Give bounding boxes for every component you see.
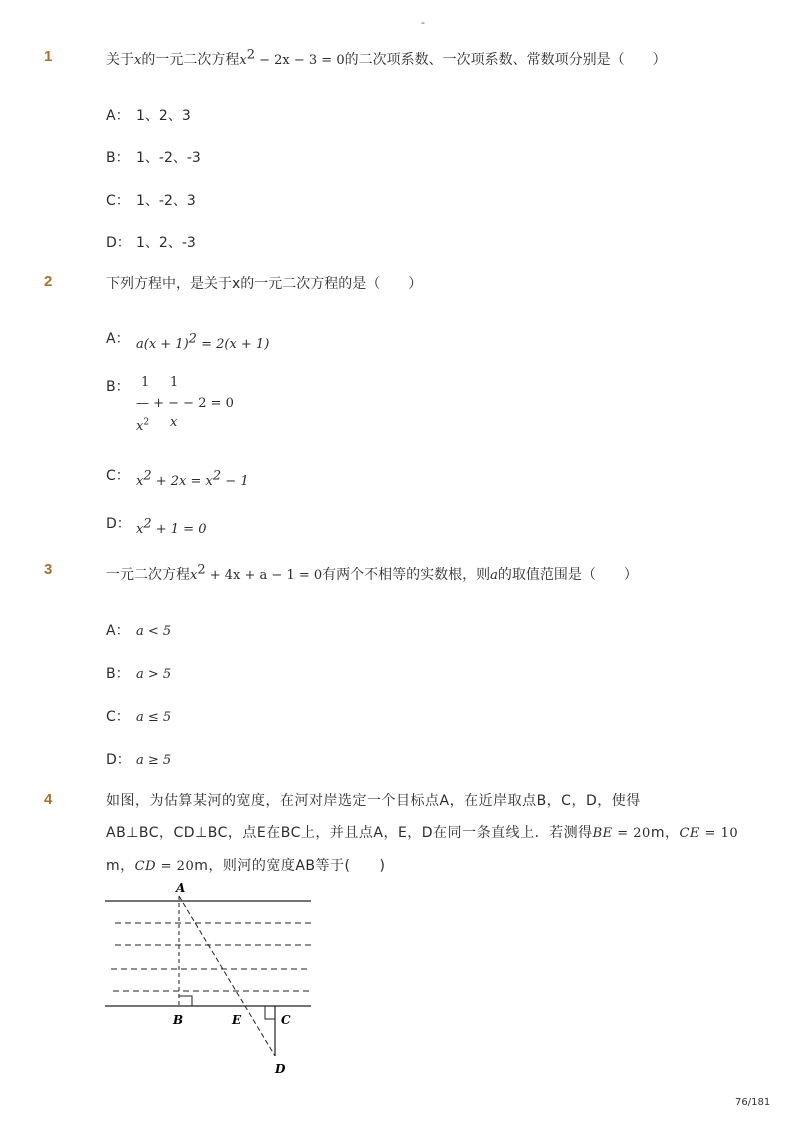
option-text: 1、2、-3 <box>136 235 196 251</box>
q4-math: = 20 <box>612 826 651 841</box>
q3-option-d[interactable] <box>106 749 171 769</box>
q2-option-d[interactable] <box>106 513 207 537</box>
label-e: E <box>232 1013 242 1027</box>
math-part: = 2(x + 1) <box>196 337 270 352</box>
option-text: 1、-2、-3 <box>136 150 201 166</box>
option-label: D： <box>106 752 131 768</box>
option-label: D： <box>106 516 131 532</box>
q3-option-b[interactable] <box>106 663 171 683</box>
option-text: 1、-2、3 <box>136 193 196 209</box>
q3-text-pre: 一元二次方程 <box>106 567 190 583</box>
option-label: B： <box>106 379 130 395</box>
question-2-stem: 下列方程中，是关于x的一元二次方程的是（ ） <box>106 276 423 292</box>
math-exp: 2 <box>143 516 152 532</box>
math-part: + 1 = 0 <box>151 522 207 537</box>
q1-text-post: 的二次项系数、一次项系数、常数项分别是（ ） <box>344 52 667 68</box>
q3-option-c[interactable] <box>106 706 171 726</box>
q4-math: = 20 <box>156 859 195 874</box>
math-exp: 2 <box>143 468 152 484</box>
option-math: a > 5 <box>136 667 172 682</box>
q4-math: CE <box>679 826 700 841</box>
q1-eq-rest: − 2x − 3 = 0 <box>254 53 345 68</box>
question-number-4: 4 <box>44 791 53 808</box>
q3-eq-exp: 2 <box>197 562 206 578</box>
segment-ad <box>179 896 275 1056</box>
option-label: A： <box>106 108 130 124</box>
q1-option-b[interactable] <box>106 147 201 167</box>
q2-option-a[interactable] <box>106 328 270 352</box>
option-math: a ≤ 5 <box>136 710 172 725</box>
q1-eq-base: x <box>239 53 247 68</box>
q1-option-d[interactable] <box>106 232 196 252</box>
q4-text: m， <box>650 825 680 841</box>
option-text: 1、2、3 <box>136 108 191 124</box>
q3-option-a[interactable] <box>106 620 171 640</box>
q2-option-b[interactable] <box>106 376 136 396</box>
math-part: a(x + 1) <box>136 337 189 352</box>
numerator-2: 1 <box>170 375 179 390</box>
river-width-figure <box>95 878 325 1078</box>
denominator-1 <box>136 419 149 434</box>
header-mark: - <box>421 16 425 29</box>
q4-math: BE <box>592 826 613 841</box>
q1-option-c[interactable] <box>106 190 196 210</box>
label-b: B <box>173 1013 184 1027</box>
q4-line-1: 如图，为估算某河的宽度，在河对岸选定一个目标点A，在近岸取点B，C，D，使得 <box>106 793 641 809</box>
label-d: D <box>275 1062 286 1076</box>
numerator-1: 1 <box>141 375 150 390</box>
option-label: A： <box>106 623 130 639</box>
q3-eq-rest: + 4x + a − 1 = 0 <box>205 568 323 583</box>
q4-math: = 10 <box>699 826 739 841</box>
den-base: x <box>136 419 144 434</box>
option-label: C： <box>106 193 130 209</box>
option-label: B： <box>106 666 130 682</box>
option-label: C： <box>106 709 130 725</box>
q4-text: m，则河的宽度AB等于( ) <box>194 858 386 874</box>
option-math <box>136 516 207 537</box>
fraction-main-line: — + − − 2 = 0 <box>136 396 234 411</box>
q4-math: CD <box>134 859 157 874</box>
question-1-stem <box>106 47 667 71</box>
q2-option-c[interactable] <box>106 465 249 489</box>
label-a: A <box>176 881 186 895</box>
math-part: + 2x = x <box>151 474 213 489</box>
math-exp: 2 <box>212 468 222 484</box>
option-label: A： <box>106 331 130 347</box>
option-math <box>136 468 249 489</box>
den-exp: 2 <box>143 417 150 428</box>
option-label: D： <box>106 235 131 251</box>
q3-var: a <box>490 568 498 583</box>
option-math: a < 5 <box>136 624 172 639</box>
q4-text: AB⊥BC，CD⊥BC，点E在BC上，并且点A，E，D在同一条直线上．若测得 <box>106 825 593 841</box>
denominator-2: x <box>170 415 178 430</box>
q3-text-post: 的取值范围是（ ） <box>497 567 638 583</box>
option-math: a ≥ 5 <box>136 753 172 768</box>
math-part: x <box>136 522 144 537</box>
right-angle-b <box>179 996 192 1006</box>
q4-line-2 <box>106 817 739 850</box>
math-part: x <box>136 474 144 489</box>
label-c: C <box>281 1013 291 1027</box>
math-part: − 1 <box>221 474 249 489</box>
option-math <box>136 331 270 352</box>
question-number-3: 3 <box>44 561 53 578</box>
q3-text-mid: 有两个不相等的实数根，则 <box>322 567 491 583</box>
option-label: B： <box>106 150 130 166</box>
question-4-stem <box>106 785 739 883</box>
question-number-2: 2 <box>44 273 53 290</box>
q1-eq-exp: 2 <box>246 47 255 63</box>
q1-option-a[interactable] <box>106 105 191 125</box>
question-number-1: 1 <box>44 48 53 65</box>
q1-text-pre: 关于 <box>106 52 134 68</box>
question-3-stem <box>106 562 638 586</box>
q1-text-mid: 的一元二次方程 <box>141 52 240 68</box>
q1-var: x <box>134 53 142 68</box>
right-angle-c <box>265 1006 275 1019</box>
option-label: C： <box>106 468 130 484</box>
page-number: 76/181 <box>735 1097 771 1108</box>
q4-text: m， <box>106 858 135 874</box>
math-exp: 2 <box>188 331 197 347</box>
q3-eq-base: x <box>190 568 198 583</box>
